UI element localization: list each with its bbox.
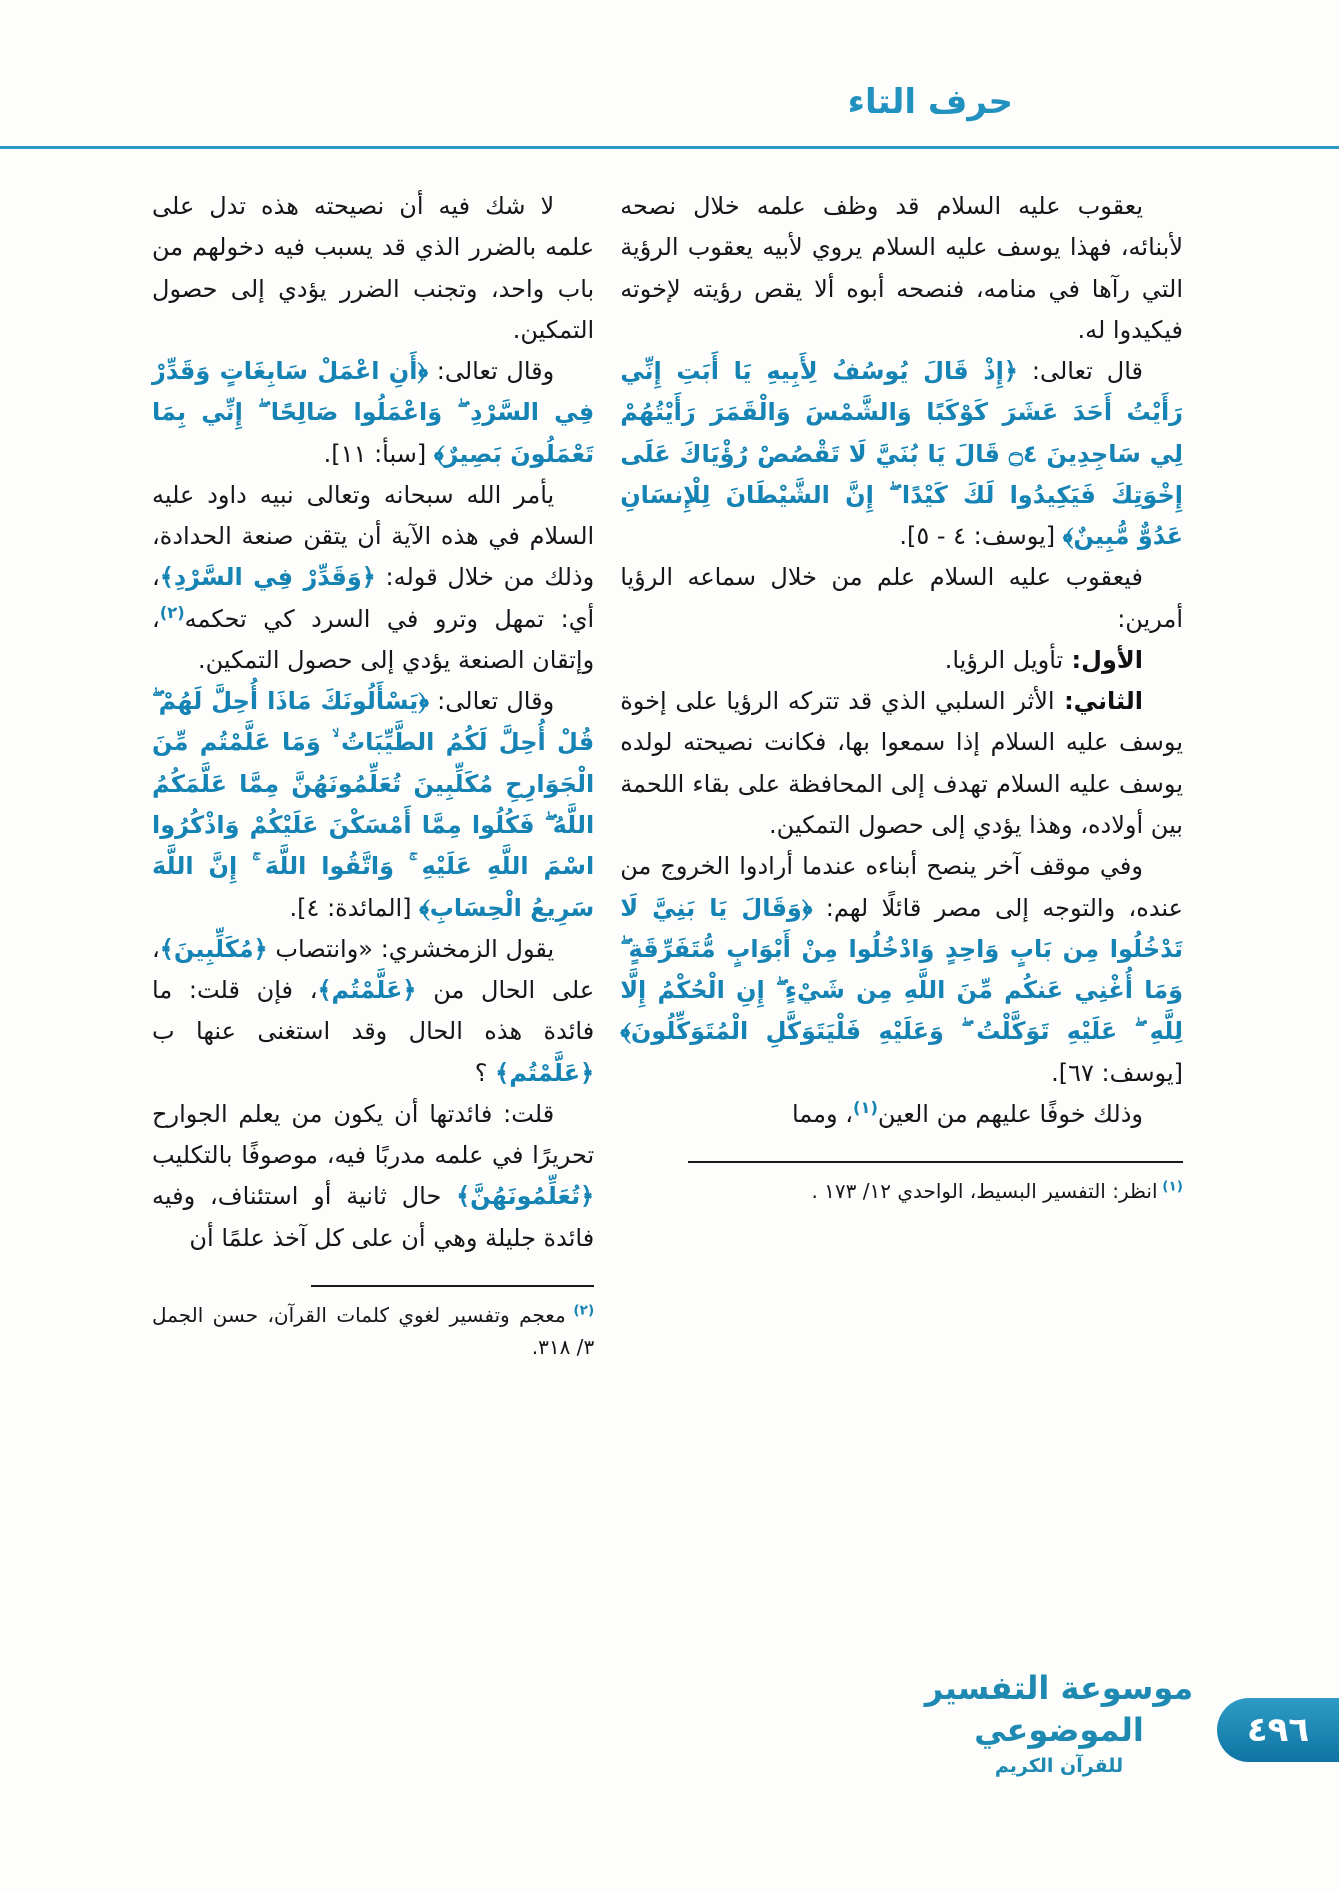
footnote-divider (688, 1161, 1183, 1163)
body-text: وقال تعالى: (428, 357, 555, 386)
quran-verse: ﴿عَلَّمْتُم﴾ (317, 976, 417, 1005)
quran-verse: ﴿أَنِ اعْمَلْ سَابِغَاتٍ وَقَدِّرْ فِي السَّرْدِ ۖ وَاعْمَلُوا صَالِحًا ۖ إِنِّي بِمَا تَعْمَلُونَ بَصِيرٌ﴾ (152, 357, 595, 468)
paragraph (620, 186, 1183, 351)
footnote-divider (311, 1285, 594, 1287)
body-text: ، وإتقان الصنعة يؤدي إلى حصول التمكين. (152, 604, 595, 674)
bold-label: الأول: (1063, 645, 1143, 674)
footnote-marker: (٢) (565, 1302, 595, 1319)
footnote-marker: (١) (1157, 1178, 1183, 1195)
quran-verse: ﴿عَلَّمْتُم﴾ (495, 1058, 595, 1087)
left-column-footnote (152, 1285, 594, 1363)
publisher-emblem-title: موسوعة التفسير الموضوعي (924, 1669, 1194, 1749)
paragraph (620, 557, 1183, 640)
verse-reference: [سبأ: ١١]. (323, 439, 434, 468)
paragraph (620, 640, 1183, 681)
paragraph (620, 351, 1183, 557)
page-number-badge (1217, 1698, 1339, 1762)
right-column-footnote (620, 1161, 1183, 1207)
verse-reference: [يوسف: ٦٧]. (1051, 1058, 1183, 1087)
body-text: ؟ (474, 1058, 496, 1087)
body-text: قال تعالى: (1017, 357, 1144, 386)
verse-reference: [المائدة: ٤]. (289, 893, 420, 922)
paragraph (152, 1299, 594, 1363)
quran-verse: ﴿مُكَلِّبِينَ﴾ (159, 934, 268, 963)
quran-verse: ﴿إِذْ قَالَ يُوسُفُ لِأَبِيهِ يَا أَبَتِ إِنِّي رَأَيْتُ أَحَدَ عَشَرَ كَوْكَبًا وَالشَّمْسَ وَالْقَمَرَ رَأَيْتُهُمْ لِي سَاجِدِينَ ۝٤ قَالَ يَا بُنَيَّ لَا تَقْصُصْ رُؤْيَاكَ عَلَى إِخْوَتِكَ فَيَكِيدُوا لَكَ كَيْدًا ۖ إِنَّ الشَّيْطَانَ لِلْإِنسَانِ عَدُوٌّ مُّبِينٌ﴾ (620, 357, 1183, 551)
page-content (152, 186, 1183, 1363)
body-text: الأثر السلبي الذي قد تتركه الرؤيا على إخوة يوسف عليه السلام إذا سمعوا بها، فكانت نصيحته لولده يوسف عليه السلام تهدف إلى المحافظة على بقاء اللحمة بين أولاده، وهذا يؤدي إلى حصول التمكين. (620, 687, 1183, 839)
body-text: ، فإن قلت: ما فائدة هذه الحال وقد استغنى عنها ب (152, 976, 595, 1046)
body-text: قلت: فائدتها أن يكون من يعلم الجوارح تحريرًا في علمه مدربًا فيه، موصوفًا بالتكليب (152, 1099, 595, 1170)
header-divider (0, 146, 1339, 149)
right-column (620, 186, 1183, 1207)
paragraph (620, 1094, 1183, 1135)
body-text: تأويل الرؤيا. (944, 645, 1064, 674)
publisher-emblem-subtitle: للقرآن الكريم (994, 1755, 1124, 1778)
paragraph (152, 475, 594, 681)
paragraph (152, 929, 594, 1094)
paragraph (620, 1175, 1183, 1207)
paragraph (152, 186, 594, 351)
verse-reference: [يوسف: ٤ - ٥]. (899, 522, 1063, 551)
body-text: فيعقوب عليه السلام علم من خلال سماعه الرؤيا أمرين: (620, 563, 1183, 633)
footnote-text (620, 1175, 1183, 1207)
quran-verse: ﴿يَسْأَلُونَكَ مَاذَا أُحِلَّ لَهُمْ ۖ قُلْ أُحِلَّ لَكُمُ الطَّيِّبَاتُ ۙ وَمَا عَلَّمْتُم مِّنَ الْجَوَارِحِ مُكَلِّبِينَ تُعَلِّمُونَهُنَّ مِمَّا عَلَّمَكُمُ اللَّهُ ۖ فَكُلُوا مِمَّا أَمْسَكْنَ عَلَيْكُمْ وَاذْكُرُوا اسْمَ اللَّهِ عَلَيْهِ ۚ وَاتَّقُوا اللَّهَ ۚ إِنَّ اللَّهَ سَرِيعُ الْحِسَابِ﴾ (152, 687, 595, 922)
footnote-marker: (١) (853, 1097, 878, 1117)
footnote-marker: (٢) (159, 602, 185, 622)
paragraph (620, 846, 1183, 1094)
quran-verse: ﴿تُعَلِّمُونَهُنَّ﴾ (456, 1182, 595, 1211)
left-column (152, 186, 594, 1363)
body-text: حال ثانية أو استئناف، وفيه فائدة جليلة وهي أن على كل آخذ علمًا أن (152, 1182, 595, 1252)
page-title: حرف التاء (847, 82, 1013, 122)
paragraph (152, 351, 594, 475)
bold-label: الثاني: (1054, 687, 1144, 716)
paragraph (152, 681, 594, 929)
body-text: لا شك فيه أن نصيحته هذه تدل على علمه بالضرر الذي قد يسبب فيه دخولهم من باب واحد، وتجنب الضرر يؤدي إلى حصول التمكين. (152, 192, 595, 344)
body-text: وذلك خوفًا عليهم من العين (877, 1099, 1143, 1128)
paragraph (152, 1094, 594, 1259)
page-number: ٤٩٦ (1246, 1710, 1310, 1750)
body-text: ، أي: تمهل وترو في السرد كي تحكمه (152, 563, 595, 633)
publisher-emblem (899, 1668, 1219, 1777)
body-text: يأمر الله سبحانه وتعالى نبيه داود عليه السلام في هذه الآية أن يتقن صنعة الحدادة، وذلك من خلال قوله: (152, 480, 595, 592)
quran-verse: ﴿وَقَالَ يَا بَنِيَّ لَا تَدْخُلُوا مِن بَابٍ وَاحِدٍ وَادْخُلُوا مِنْ أَبْوَابٍ مُّتَفَرِّقَةٍ ۖ وَمَا أُغْنِي عَنكُم مِّنَ اللَّهِ مِن شَيْءٍ ۖ إِنِ الْحُكْمُ إِلَّا لِلَّهِ ۖ عَلَيْهِ تَوَكَّلْتُ ۖ وَعَلَيْهِ فَلْيَتَوَكَّلِ الْمُتَوَكِّلُونَ﴾ (620, 893, 1183, 1046)
body-text: معجم وتفسير لغوي كلمات القرآن، حسن الجمل ٣/ ٣١٨. (152, 1302, 595, 1359)
left-column-body (152, 186, 594, 1259)
footnote-text (152, 1299, 594, 1363)
paragraph (620, 681, 1183, 846)
body-text: يعقوب عليه السلام قد وظف علمه خلال نصحه لأبنائه، فهذا يوسف عليه السلام يروي لأبيه يعقوب الرؤية التي رآها في منامه، فنصحه أبوه ألا يقص رؤيته لإخوته فيكيدوا له. (620, 192, 1183, 344)
body-text: وقال تعالى: (428, 687, 555, 716)
body-text: يقول الزمخشري: «وانتصاب (267, 934, 555, 963)
body-text: ، ومما (791, 1099, 853, 1128)
body-text: ، على الحال من (152, 934, 595, 1005)
quran-verse: ﴿وَقَدِّرْ فِي السَّرْدِ﴾ (159, 563, 376, 592)
body-text: انظر: التفسير البسيط، الواحدي ١٢/ ١٧٣ . (811, 1179, 1158, 1204)
right-column-body (620, 186, 1183, 1135)
body-text: وفي موقف آخر ينصح أبناءه عندما أرادوا الخروج من عنده، والتوجه إلى مصر قائلًا لهم: (620, 852, 1183, 922)
